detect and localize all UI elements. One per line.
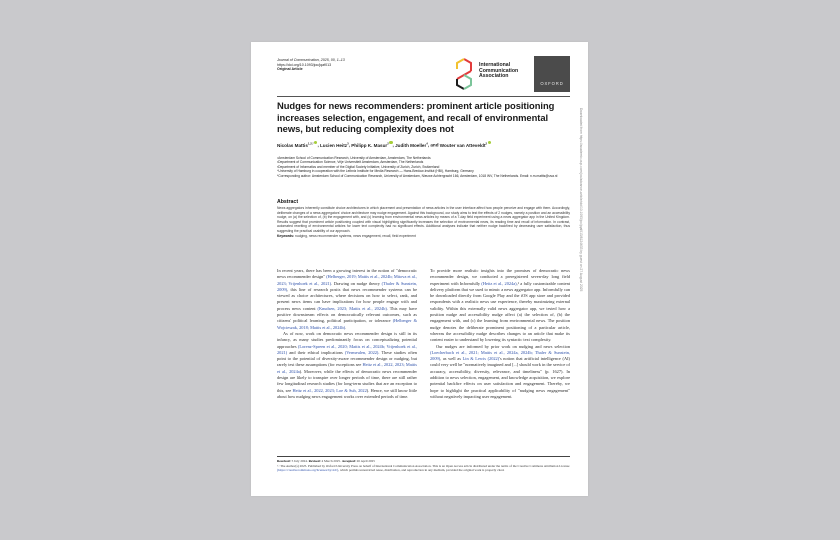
license-link[interactable]: (https://creativecommons.org/licenses/by/4.0/) [277,468,339,472]
article-dates: Received: 5 July 2024. Revised: 4 March 2025. Accepted: 26 April 2025 [277,459,375,463]
text-run: . This may have positive downstream effects on democratically relevant outcomes, such as citizens' political learning, political participation, or tolerance [277,305,417,324]
affiliation: ¹Amsterdam School of Communication Research, University of Amsterdam, Amsterdam, The Netherlands [277,156,431,160]
oxford-logo: OXFORD [534,56,570,92]
corresponding-author: *Corresponding author: Amsterdam School of Communication Research, University of Amsterdam, Nieuwe Achtergracht 166, Amsterdam, 1018 WV, The Netherlands. Email: n.m.mattis@uva.nl [277,174,558,179]
affiliation: ⁴University of Hamburg in cooperation with the Leibniz Institute for Media Research — Hans-Bredow-Institut (HBI), Hamburg, Germany [277,168,474,173]
text-run: To provide more realistic insights into the promises of democratic news recommender design, we conducted a preregistered seven-day long field experiment with Informfully [430,268,570,286]
text-run: ,¹ a fully customizable content delivery platform that we used to mimic a news aggregator app. Informfully can be downloaded directly from Google Play and the iOS app store and provided respondents with a realistic news use experience, thereby maximizing external validity. Within this externally valid news aggregator app, we tested how a position nudge and accessibility nudge affect (a) the selection of, (b) the engagement with, and (c) the learning from environmental news. The position nudge denotes the deliberate prominent positioning of a particular article, whereas the accessibility nudge describes changes to an article that make its content easier to understand by lowering its syntactic text complexity. [430,280,570,343]
abstract-heading: Abstract [277,199,299,205]
citation-link[interactable]: (Thaler & Sunstein, 2009) [277,280,418,292]
article-title: Nudges for news recommenders: prominent article positioning increases selection, engagement, and recall of environmental news, but reducing complexity does not [277,100,555,135]
body-column-right [430,268,570,400]
citation-link[interactable]: (Helberger & Wojcieszak, 2018; Mattis et al., 2024b) [277,318,417,330]
ica-logo-icon [454,57,474,91]
text-run: . [345,324,347,330]
citation-link[interactable]: Heitz et al., 2022, 2023; Loe & Suh, 2022 [292,387,367,393]
journal-citation: Journal of Communication, 2025, 00, 1–13 [277,58,345,62]
author-affiliation-marker: 4 [426,141,428,145]
download-watermark: Downloaded from https://academic.oup.com/joc/advance-article/doi/10.1093/joc/jqaf013/8124633 by guest on 27 August 2025 [579,108,583,292]
citation-link[interactable]: (Vermeulen, 2022) [344,349,379,355]
text-run: As of now, work on democratic news recommender design is still in its infancy, as many studies predominantly focus on conceptualizing potential approaches [277,330,417,349]
journal-meta [277,58,345,72]
text-run: . These studies often point to the potential of diversity-aware recommender design or nudging, but rarely test these assumptions (for exceptions see [277,349,417,368]
text-run: In recent years, there has been a growing interest in the notion of "democratic news recommender design" [277,268,417,280]
author-affiliation-marker: 1,2,* [307,141,314,145]
ica-name: International Communication Association [479,62,519,80]
abstract-text: News aggregators inherently constitute choice architectures in which placement and presentation of news articles in the user interface affect how people perceive and engage with them. Accordingly, deliberate changes of a news aggregators' choice architecture may nudge engagement. Against this background, our study aims to test the effects of 2 nudges, namely a position and an accessibility nudge, on (a) the selection of, (b) the engagement with, and (c) learning from environmental news articles by means of a 7-day field experiment using a news aggregator app in the United Kingdom. Results suggest that prominent article positioning coupled with visual highlighting significantly increases the selection of environmental news, its reading time and recall of information. In contrast, automated rewriting of environmental articles for lower text complexity had no significant effects. Additional analyses indicate that neither nudge backfired by decreasing user satisfaction, thus suggesting the practical usability of our approach. [277,206,570,233]
author: Philipp K. Masur$^2$ [351,143,392,148]
text-run: . Drawing on nudge theory [331,280,382,286]
text-run: , this line of research posits that news recommender systems can be viewed as choice architectures, where decisions on how to select, rank, and present news items can have implications for how people engage with and process news content [277,286,417,311]
doi-link[interactable]: https://doi.org/10.1093/joc/jqaf013 [277,62,332,67]
author-affiliation-marker: 2 [387,141,389,145]
keywords-text: nudging, news recommender systems, news engagement, recall, field experiment [295,234,416,238]
header-divider [277,96,570,97]
keywords [277,234,570,239]
orcid-icon[interactable] [485,141,491,145]
text-run: and their ethical implications [287,349,345,355]
author-affiliation-marker: 3 [347,141,349,145]
keywords-label: Keywords: [277,234,295,238]
citation-link[interactable]: (Lorenz-Spreen et al., 2020; Mattis et al., 2024b; Vrijenhoek et al., 2021) [277,343,418,355]
citation-link[interactable]: (Knudsen, 2023; Mattis et al., 2024b) [317,305,387,311]
text-run: 's notion that artificial intelligence (AI) could very well be "normatively imagined and [...] should work in the service of accuracy, accessibility, diversity, relevance, and timeliness" (p. 1627). In addition to news selection, engagement, and knowledge acquisition, we explore potential backfire effects on user satisfaction and engagement. Thereby, we hope to highlight the practical applicability of "nudging news engagement" without negatively impacting user engagement. [430,356,570,399]
affiliations [277,156,570,179]
text-run: ). Hence, we still know little about how nudging news engagement works over extended periods of time. [277,387,417,399]
abstract-section [277,199,570,239]
author: Judith Moeller$^4$ [395,141,428,148]
author-list: Nicolas Mattis$^{1,2,*}$ , Lucien Heitz$^3$, Philipp K. Masur$^2$ , Judith Moeller$^4$, and Wouter van Atteveldt$^2$ [277,140,527,149]
citation-link[interactable]: (Heitz et al., 2024a) [481,280,517,286]
article-type: Original Article [277,67,303,72]
text-run: Our nudges are informed by prior work on nudging and news selection [436,343,570,349]
body-paragraph [430,344,570,401]
affiliation: ²Department of Communication Science, Vrije Universiteit Amsterdam, Amsterdam, The Netherlands [277,160,424,165]
footer-divider [277,456,570,457]
affiliation: ³Department of Informatics and member of the Digital Society Initiative, University of Zurich, Zurich, Switzerland [277,164,440,169]
text-run: , as well as [440,356,463,362]
article-page [251,42,588,496]
citation-link[interactable]: (Loecherbach et al., 2021; Mattis et al., 2024a, 2024b; Thaler & Sunstein, 2009) [430,349,570,362]
author-affiliation-marker: 2 [485,141,488,145]
orcid-icon[interactable] [314,141,317,144]
author: Wouter van Atteveldt$^2$ [440,143,491,148]
citation-link[interactable]: (Helberger, 2019; Mattis et al., 2024b; Mitova et al., 2023; Vrijenhoek et al., 2021) [277,274,418,286]
body-paragraph [277,331,417,400]
author: Nicolas Mattis$^{1,2,*}$ [277,143,317,148]
citation-link[interactable]: Lin & Lewis (2022) [462,356,500,362]
body-paragraph [277,268,417,331]
orcid-icon[interactable] [389,141,392,144]
body-paragraph [430,268,570,344]
citation-link[interactable]: Heitz et al., 2022, 2023; Mattis et al., 2024a [277,362,417,374]
body-column-left [277,268,417,400]
article-footer [277,459,570,473]
license-notice: © The Author(s) 2025. Published by Oxford University Press on behalf of International Communication Association. This is an Open Access article distributed under the terms of the Creative Commons Attribution License (https://creativecommons.org/licenses/by/4.0/), which permits unrestricted reuse, distribution, and reproduction in any medium, provided the original work is properly cited. [277,463,570,472]
text-run: ). Moreover, while the effects of democratic news recommender design are likely to transpire over longer periods of time, there are still rather few longitudinal research studies (for long-term studies that are an exception to this, see [277,368,417,393]
author: Lucien Heitz$^3$ [320,141,349,148]
